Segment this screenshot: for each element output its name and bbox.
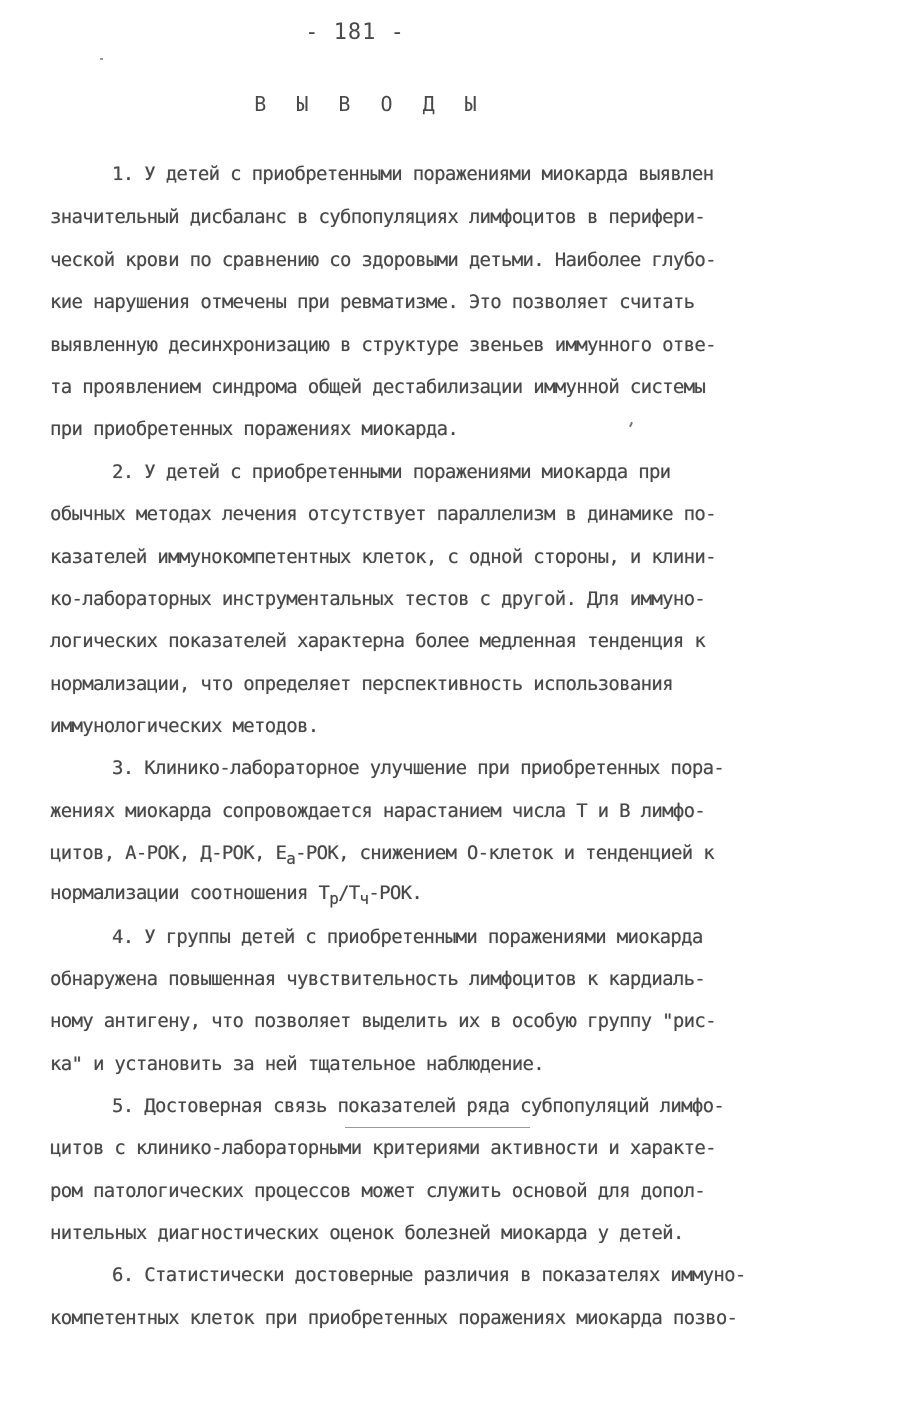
- text-line: 5. Достоверная связь показателей ряда субпопуляций лимфо-: [112, 1095, 725, 1117]
- text-line: 1. У детей с приобретенными поражениями миокарда выявлен: [112, 163, 714, 185]
- pencil-underline: [345, 1127, 530, 1128]
- text-line: ческой крови по сравнению со здоровыми детьми. Наиболее глубо-: [50, 249, 716, 271]
- text-line: ка" и установить за ней тщательное наблюдение.: [50, 1053, 544, 1075]
- text-line: ко-лабораторных инструментальных тестов с другой. Для иммуно-: [50, 588, 706, 610]
- text-run: -РОК.: [368, 882, 423, 904]
- scan-speck: [100, 58, 103, 60]
- text-line-with-subscript: [50, 881, 422, 911]
- text-line: нительных диагностических оценок болезней миокарда у детей.: [50, 1222, 684, 1244]
- subscript: ч: [359, 888, 369, 908]
- text-run: -РОК, снижением О-клеток и тенденцией к: [295, 842, 714, 864]
- text-line: компетентных клеток при приобретенных поражениях миокарда позво-: [50, 1307, 738, 1329]
- text-line: выявленную десинхронизацию в структуре звеньев иммунного отве-: [50, 334, 716, 356]
- text-line: казателей иммунокомпетентных клеток, с одной стороны, и клини-: [50, 546, 716, 568]
- text-line-with-subscript: [50, 841, 714, 871]
- text-run: нормализации соотношения Т: [50, 882, 330, 904]
- text-line: цитов с клинико-лабораторными критериями активности и характе-: [50, 1137, 716, 1159]
- text-line: обычных методах лечения отсутствует параллелизм в динамике по-: [50, 503, 716, 525]
- text-line: жениях миокарда сопровождается нарастанием числа Т и В лимфо-: [50, 800, 706, 822]
- text-line: 6. Статистически достоверные различия в показателях иммуно-: [112, 1264, 746, 1286]
- text-line: обнаружена повышенная чувствительность лимфоцитов к кардиаль-: [50, 968, 706, 990]
- text-line: 4. У группы детей с приобретенными поражениями миокарда: [112, 926, 703, 948]
- text-line: та проявлением синдрома общей дестабилизации иммунной системы: [50, 376, 706, 398]
- text-line: иммунологических методов.: [50, 715, 319, 737]
- text-line: логических показателей характерна более медленная тенденция к: [50, 630, 706, 652]
- subscript: а: [286, 848, 296, 868]
- text-line: кие нарушения отмечены при ревматизме. Это позволяет считать: [50, 291, 695, 313]
- text-line: ром патологических процессов может служить основой для допол-: [50, 1180, 706, 1202]
- stray-mark: [629, 422, 633, 427]
- page-title: В Ы В О Д Ы: [254, 92, 486, 116]
- subscript: р: [329, 888, 339, 908]
- text-line: нормализации, что определяет перспективность использования: [50, 673, 673, 695]
- text-line: значительный дисбаланс в субпопуляциях лимфоцитов в перифери-: [50, 206, 706, 228]
- text-line: 2. У детей с приобретенными поражениями миокарда при: [112, 461, 671, 483]
- page-number: - 181 -: [305, 20, 405, 45]
- text-line: при приобретенных поражениях миокарда.: [50, 418, 459, 440]
- text-line: ному антигену, что позволяет выделить их в особую группу "рис-: [50, 1010, 716, 1032]
- text-run: цитов, А-РОК, Д-РОК, Е: [50, 842, 287, 864]
- text-line: 3. Клинико-лабораторное улучшение при приобретенных пора-: [112, 757, 725, 779]
- text-run: /Т: [338, 882, 360, 904]
